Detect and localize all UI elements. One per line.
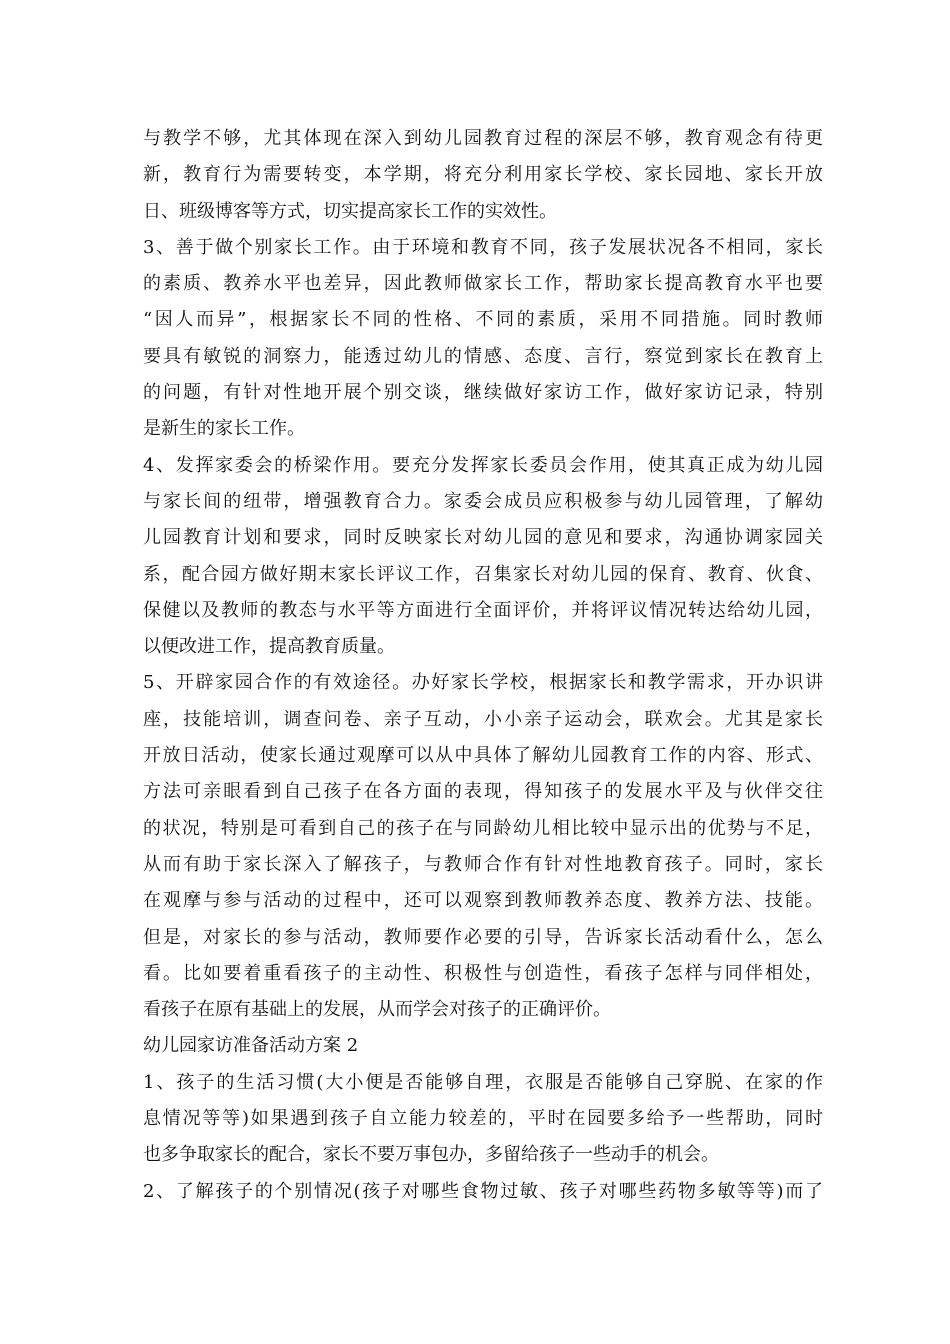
text-line: 要具有敏锐的洞察力，能透过幼儿的情感、态度、言行，察觉到家长在教育上 [143, 345, 823, 367]
text-line: 的问题，有针对性地开展个别交谈，继续做好家访工作，做好家访记录，特别 [143, 382, 823, 404]
text-line: 也多争取家长的配合，家长不要万事包办，多留给孩子一些动手的机会。 [143, 1144, 719, 1166]
text-line: 3、善于做个别家长工作。由于环境和教育不同，孩子发展状况各不相同，家长 [143, 236, 823, 258]
text-line: 是新生的家长工作。 [143, 418, 305, 440]
text-line: 与教学不够，尤其体现在深入到幼儿园教育过程的深层不够，教育观念有待更 [143, 128, 823, 149]
text-line: 息情况等等)如果遇到孩子自立能力较差的，平时在园要多给予一些帮助，同时 [143, 1108, 823, 1130]
document-body [143, 121, 823, 1210]
text-line: 日、班级博客等方式，切实提高家长工作的实效性。 [143, 200, 557, 222]
text-line: 方法可亲眼看到自己孩子在各方面的表现，得知孩子的发展水平及与伙伴交往 [143, 781, 823, 803]
text-line: 幼儿园家访准备活动方案 2 [143, 1035, 359, 1057]
text-line: 儿园教育计划和要求，同时反映家长对幼儿园的意见和要求，沟通协调家园关 [143, 527, 823, 549]
text-line: “因人而异”，根据家长不同的性格、不同的素质，采用不同措施。同时教师 [143, 309, 823, 331]
text-line: 座，技能培训，调查问卷、亲子互动，小小亲子运动会，联欢会。尤其是家长 [143, 708, 823, 730]
text-line: 2、了解孩子的个别情况(孩子对哪些食物过敏、孩子对哪些药物多敏等等)而了 [143, 1180, 823, 1202]
text-line: 从而有助于家长深入了解孩子，与教师合作有针对性地教育孩子。同时，家长 [143, 853, 823, 875]
text-line: 新，教育行为需要转变，本学期，将充分利用家长学校、家长园地、家长开放 [143, 164, 823, 186]
text-line: 开放日活动，使家长通过观摩可以从中具体了解幼儿园教育工作的内容、形式、 [143, 745, 823, 767]
text-line: 看孩子在原有基础上的发展，从而学会对孩子的正确评价。 [143, 999, 611, 1021]
text-line: 的素质、教养水平也差异，因此教师做家长工作，帮助家长提高教育水平也要 [143, 273, 823, 295]
text-line: 4、发挥家委会的桥梁作用。要充分发挥家长委员会作用，使其真正成为幼儿园 [143, 454, 823, 476]
text-line: 在观摩与参与活动的过程中，还可以观察到教师教养态度、教养方法、技能。 [143, 890, 823, 912]
text-line: 但是，对家长的参与活动，教师要作必要的引导，告诉家长活动看什么，怎么 [143, 926, 823, 948]
text-line: 看。比如要着重看孩子的主动性、积极性与创造性，看孩子怎样与同伴相处， [143, 962, 823, 984]
text-line: 1、孩子的生活习惯(大小便是否能够自理，衣服是否能够自己穿脱、在家的作 [143, 1071, 823, 1093]
text-line: 以便改进工作，提高教育质量。 [143, 636, 395, 658]
text-line: 的状况，特别是可看到自己的孩子在与同龄幼儿相比较中显示出的优势与不足， [143, 817, 823, 839]
text-line: 5、开辟家园合作的有效途径。办好家长学校，根据家长和教学需求，开办识讲 [143, 672, 823, 694]
text-line: 保健以及教师的教态与水平等方面进行全面评价，并将评议情况转达给幼儿园， [143, 599, 823, 621]
text-line: 系，配合园方做好期末家长评议工作，召集家长对幼儿园的保育、教育、伙食、 [143, 563, 823, 585]
text-line: 与家长间的纽带，增强教育合力。家委会成员应积极参与幼儿园管理，了解幼 [143, 490, 823, 512]
